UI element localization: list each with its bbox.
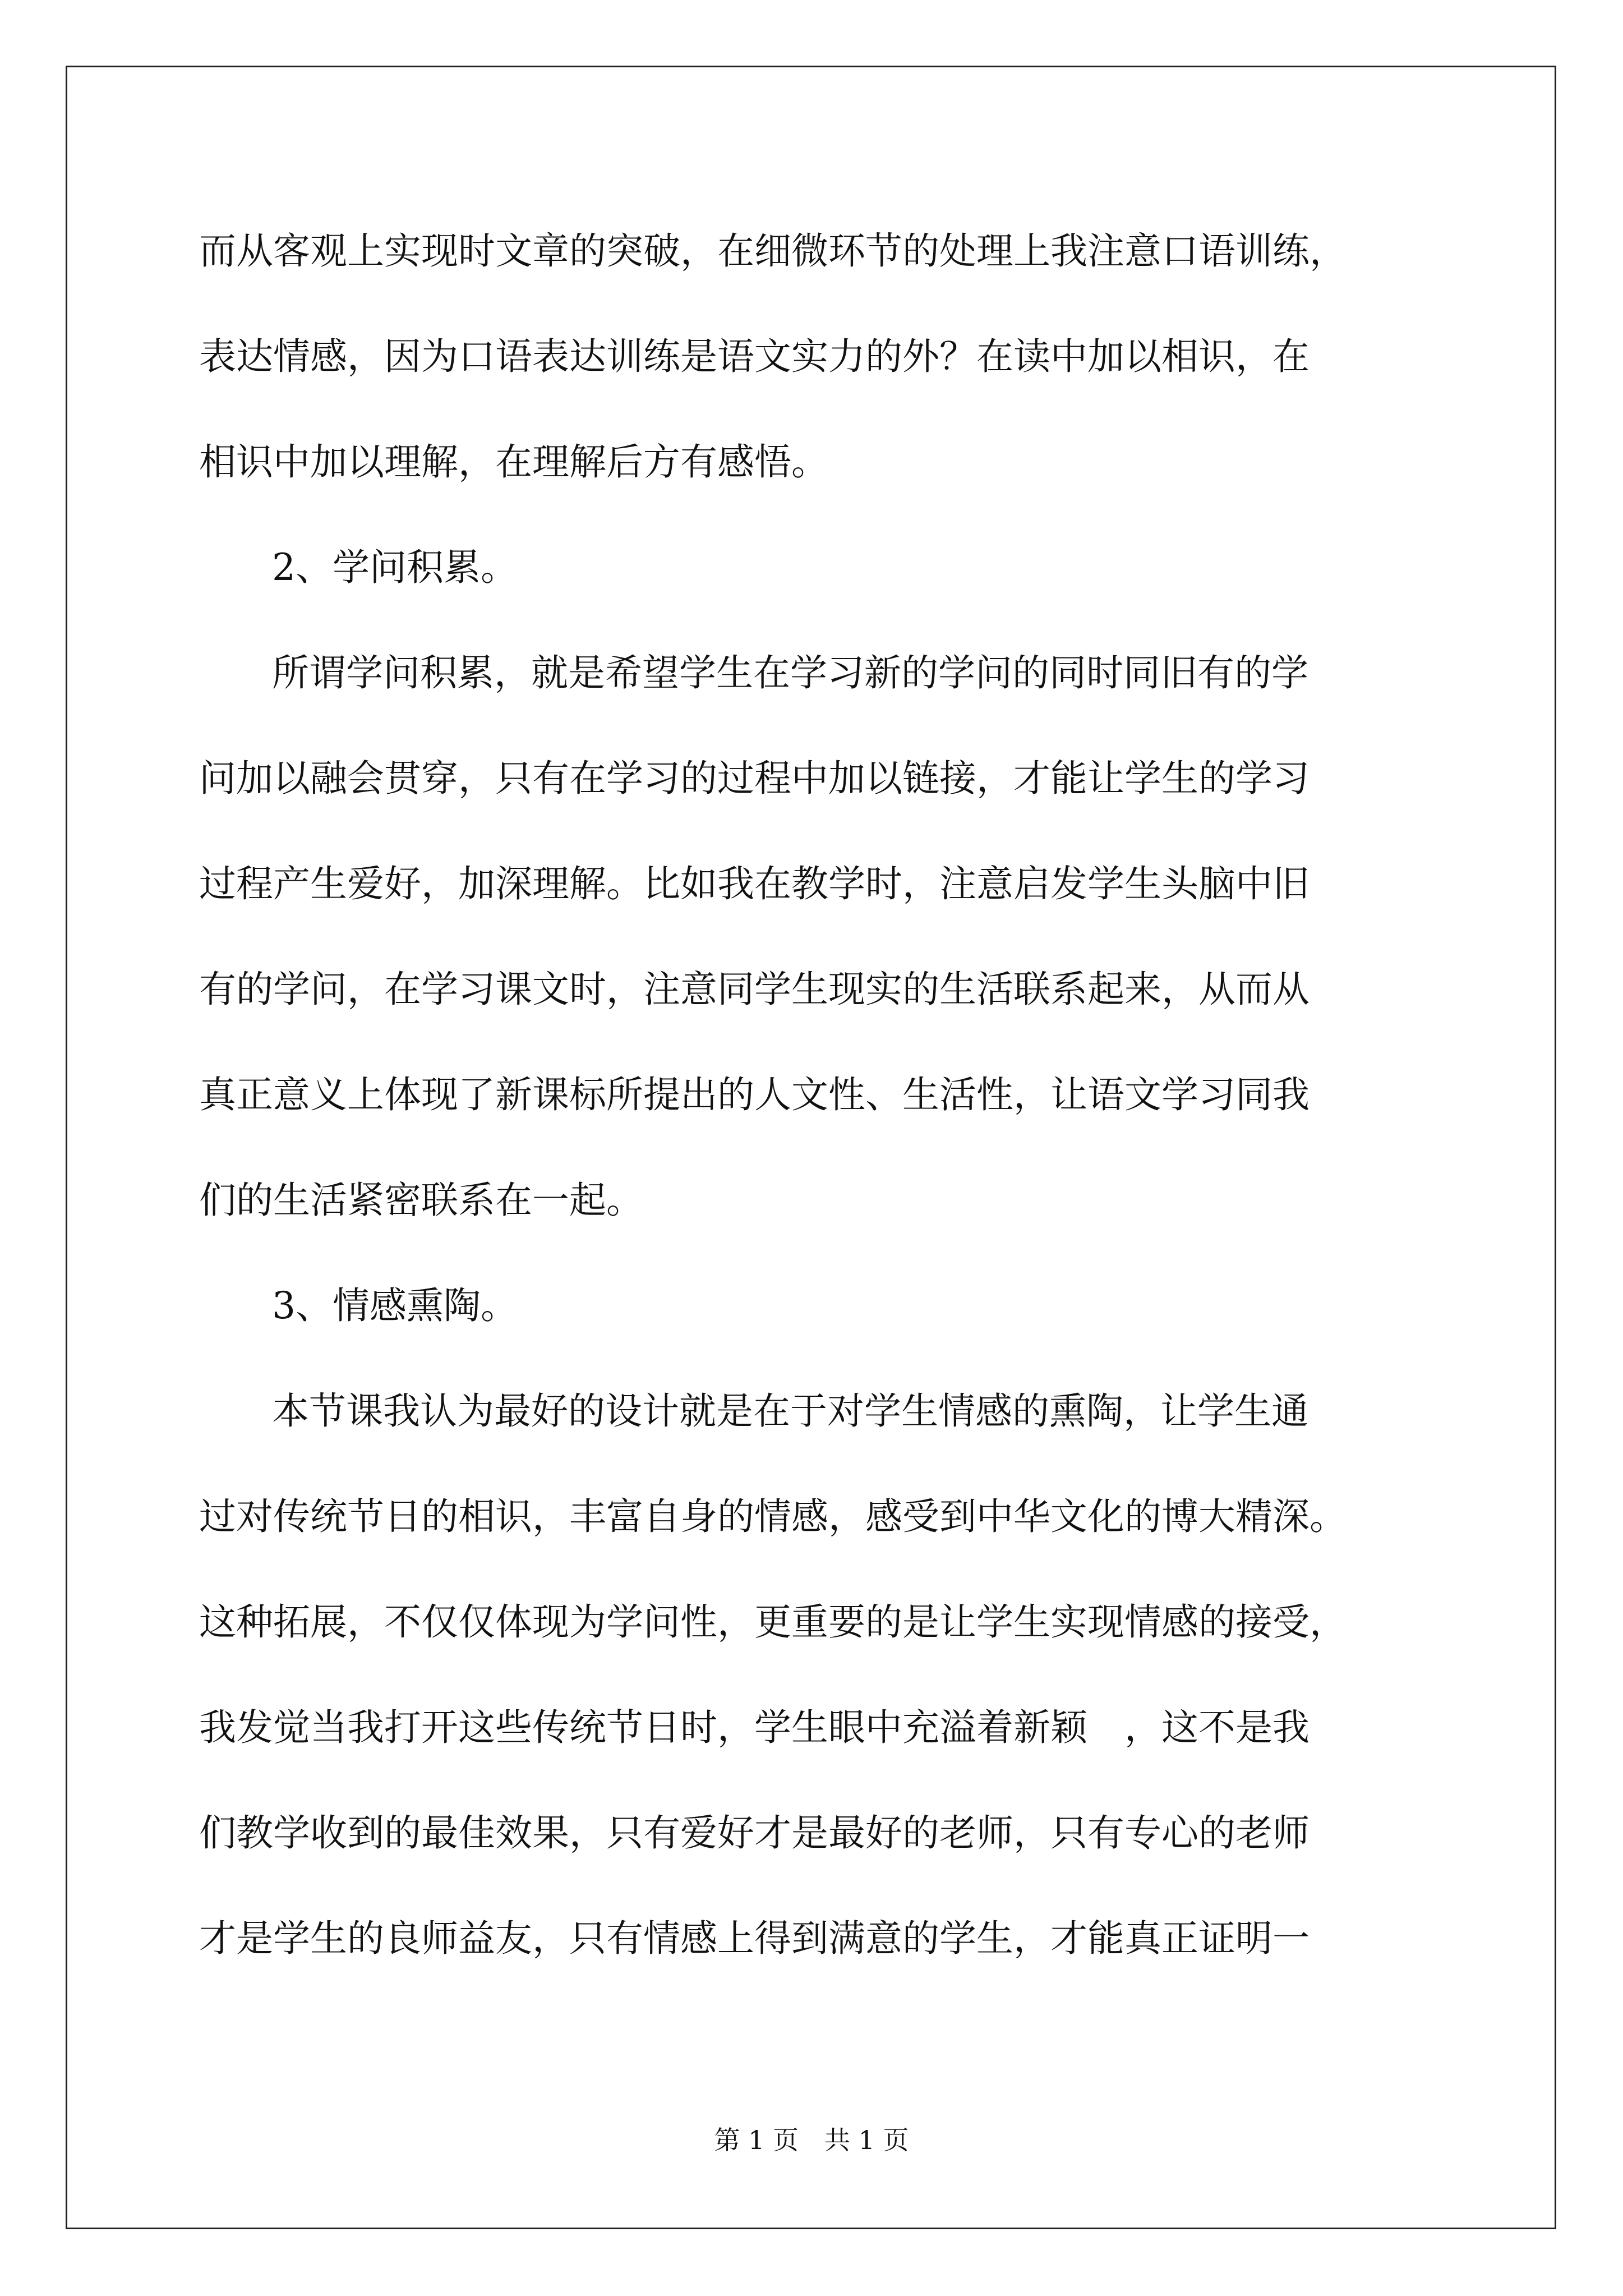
text-line: 才是学生的良师益友，只有情感上得到满意的学生，才能真正证明一 <box>199 1917 1310 1960</box>
text-line: 所谓学问积累，就是希望学生在学习新的学问的同时同旧有的学 <box>272 651 1308 694</box>
text-line: 们教学收到的最佳效果，只有爱好才是最好的老师，只有专心的老师 <box>199 1811 1310 1855</box>
text-line: 过程产生爱好，加深理解。比如我在教学时，注意启发学生头脑中旧 <box>199 862 1310 905</box>
text-line: 这种拓展，不仅仅体现为学问性，更重要的是让学生实现情感的接受， <box>199 1600 1347 1644</box>
section-heading: 2、学问积累。 <box>272 546 518 589</box>
text-line: 相识中加以理解，在理解后方有感悟。 <box>199 440 828 484</box>
text-line: 有的学问，在学习课文时，注意同学生现实的生活联系起来，从而从 <box>199 968 1310 1011</box>
text-line: 们的生活紧密联系在一起。 <box>199 1179 643 1222</box>
text-line: 而从客观上实现时文章的突破，在细微环节的处理上我注意口语训练， <box>199 229 1347 273</box>
text-line: 表达情感，因为口语表达训练是语文实力的外？在读中加以相识，在 <box>199 335 1310 378</box>
text-line: 本节课我认为最好的设计就是在于对学生情感的熏陶，让学生通 <box>272 1389 1308 1433</box>
page-border <box>66 66 1556 2229</box>
text-line: 问加以融会贯穿，只有在学习的过程中加以链接，才能让学生的学习 <box>199 757 1310 800</box>
text-line: 我发觉当我打开这些传统节日时，学生眼中充溢着新颖 ，这不是我 <box>199 1706 1310 1749</box>
text-line: 过对传统节日的相识，丰富自身的情感，感受到中华文化的博大精深。 <box>199 1495 1347 1538</box>
section-heading: 3、情感熏陶。 <box>272 1284 518 1327</box>
page-number-footer: 第 1 页 共 1 页 <box>714 2125 909 2155</box>
text-line: 真正意义上体现了新课标所提出的人文性、生活性，让语文学习同我 <box>199 1073 1310 1116</box>
